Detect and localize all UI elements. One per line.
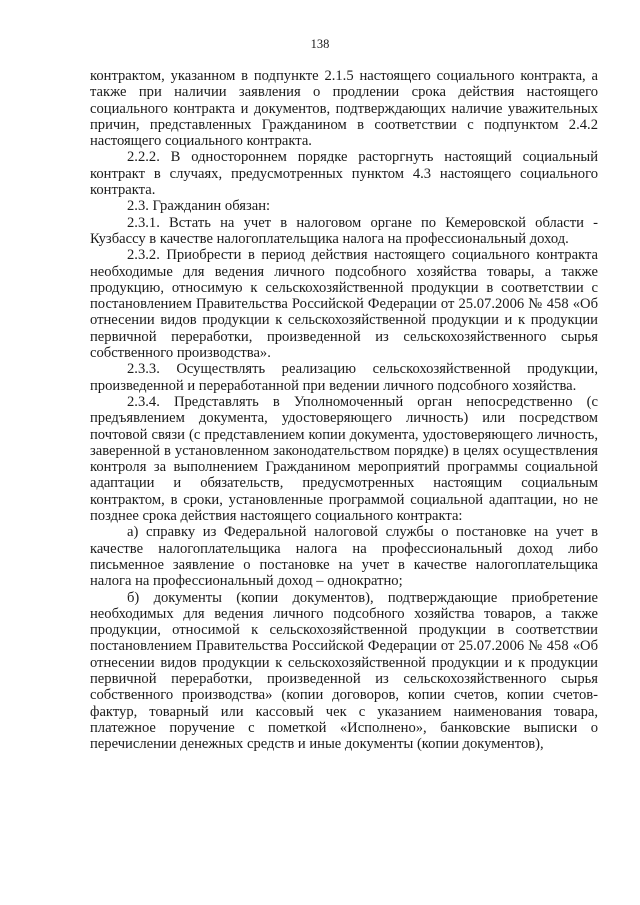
paragraph: 2.2.2. В одностороннем порядке расторгнуть настоящий социальный контракт в случаях, предусмотренных пунктом 4.3 настоящего социального контракта. bbox=[90, 149, 598, 199]
paragraph: 2.3. Гражданин обязан: bbox=[127, 198, 271, 215]
paragraph: 2.3.3. Осуществлять реализацию сельскохозяйственной продукции, произведенной и переработанной при ведении личного подсобного хозяйства. bbox=[90, 361, 598, 394]
page-number: 138 bbox=[310, 37, 330, 51]
paragraph: 2.3.4. Представлять в Уполномоченный орган непосредственно (с предъявлением документа, удостоверяющего личность) или посредством почтовой связи (с представлением копии документа, удостоверяющего личность, заверенной в установленном законодательством порядке) в целях осуществления контроля за выполнением Гражданином мероприятий программы социальной адаптации и обязательств, предусмотренных настоящим социальным контрактом, в сроки, установленные программой социальной адаптации, но не позднее срока действия настоящего социального контракта: bbox=[90, 393, 598, 525]
paragraph: а) справку из Федеральной налоговой службы о постановке на учет в качестве налогоплательщика налога на профессиональный доход либо письменное заявление о постановке на учет в качестве налогоплательщика налога на профессиональный доход – однократно; bbox=[90, 524, 598, 590]
paragraph: 2.3.2. Приобрести в период действия настоящего социального контракта необходимые для ведения личного подсобного хозяйства товары, а также продукцию, относимую к сельскохозяйственной продукции в соответствии с постановлением Правительства Российской Федерации от 25.07.2006 № 458 «Об отнесении видов продукции к сельскохозяйственной продукции и к продукции первичной переработки, произведенной из сельскохозяйственного сырья собственного производства». bbox=[90, 247, 598, 362]
paragraph: б) документы (копии документов), подтверждающие приобретение необходимых для ведения личного подсобного хозяйства товаров, а также продукции, относимой к сельскохозяйственной продукции в соответствии постановлением Правительства Российской Федерации от 25.07.2006 № 458 «Об отнесении видов продукции к сельскохозяйственной продукции и к продукции первичной переработки, произведенной из сельскохозяйственного сырья собственного производства» (копии договоров, копии счетов, копии счетов-фактур, товарный или кассовый чек с указанием наименования товара, платежное поручение с пометкой «Исполнено», банковские выписки о перечислении денежных средств и иные документы (копии документов), bbox=[90, 589, 598, 753]
document-body bbox=[90, 68, 598, 752]
paragraph: 2.3.1. Встать на учет в налоговом органе по Кемеровской области - Кузбассу в качестве налогоплательщика налога на профессиональный доход. bbox=[90, 214, 598, 247]
paragraph: контрактом, указанном в подпункте 2.1.5 настоящего социального контракта, а также при наличии заявления о продлении срока действия настоящего социального контракта и документов, подтверждающих наличие уважительных причин, представленных Гражданином в соответствии с подпунктом 2.4.2 настоящего социального контракта. bbox=[90, 68, 598, 150]
